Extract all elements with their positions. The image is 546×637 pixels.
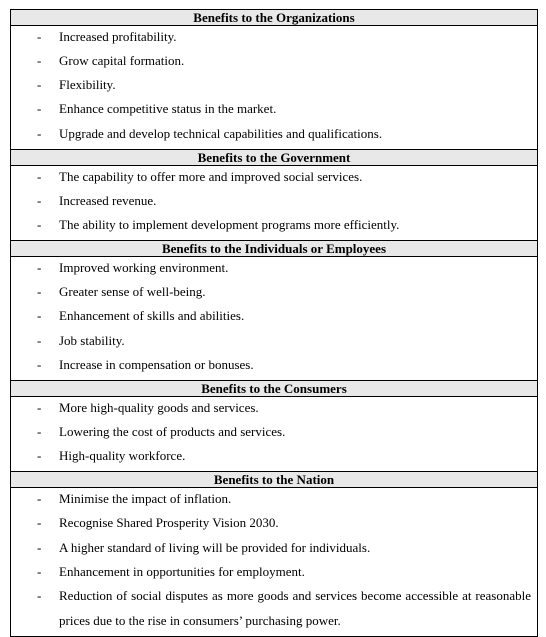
- section-list: [11, 397, 537, 471]
- bullet-dash: -: [37, 308, 42, 324]
- list-item-text: Enhance competitive status in the market.: [59, 101, 277, 117]
- section-title: Benefits to the Individuals or Employees: [11, 240, 537, 257]
- section-list: [11, 26, 537, 149]
- list-item: [11, 28, 537, 49]
- section-title: Benefits to the Nation: [11, 471, 537, 488]
- benefits-table: [10, 9, 538, 637]
- bullet-dash: -: [37, 491, 42, 507]
- list-item: [11, 168, 537, 189]
- list-item: [11, 73, 537, 97]
- bullet-dash: -: [37, 125, 42, 141]
- list-item-text: Greater sense of well-being.: [59, 284, 206, 300]
- section-title: Benefits to the Organizations: [11, 9, 537, 26]
- list-item: [11, 536, 537, 560]
- list-item-text: More high-quality goods and services.: [59, 400, 259, 416]
- list-item: [11, 353, 537, 377]
- section-title: Benefits to the Consumers: [11, 380, 537, 397]
- bullet-dash: -: [37, 515, 42, 531]
- list-item-text: Upgrade and develop technical capabilities and qualifications.: [59, 125, 383, 141]
- list-item-text: Enhancement of skills and abilities.: [59, 308, 245, 324]
- section-individuals: [11, 240, 537, 380]
- list-item: [11, 560, 537, 584]
- bullet-dash: -: [37, 217, 42, 233]
- bullet-dash: -: [37, 192, 42, 208]
- list-item: [11, 490, 537, 511]
- page-continuation-line: [10, 625, 11, 635]
- section-consumers: [11, 380, 537, 471]
- section-title: Benefits to the Government: [11, 149, 537, 166]
- list-item-text: Flexibility.: [59, 77, 116, 93]
- list-item-text: Grow capital formation.: [59, 53, 185, 68]
- list-item: [11, 304, 537, 328]
- bullet-dash: -: [37, 539, 42, 555]
- bullet-dash: -: [37, 168, 42, 184]
- bullet-dash: -: [37, 77, 42, 93]
- bullet-dash: -: [37, 53, 42, 68]
- bullet-dash: -: [37, 284, 42, 300]
- bullet-dash: -: [37, 260, 42, 276]
- bullet-dash: -: [37, 448, 42, 464]
- bullet-dash: -: [37, 332, 42, 348]
- list-item: [11, 399, 537, 420]
- list-item-text: Increase in compensation or bonuses.: [59, 356, 254, 372]
- list-item: [11, 213, 537, 237]
- list-item: [11, 189, 537, 213]
- list-item: [11, 420, 537, 444]
- list-item-text: Enhancement in opportunities for employment.: [59, 563, 305, 579]
- list-item-text: A higher standard of living will be provided for individuals.: [59, 539, 371, 555]
- bullet-dash: -: [37, 424, 42, 440]
- list-item: [11, 122, 537, 146]
- list-item: [11, 584, 537, 633]
- list-item-text: Improved working environment.: [59, 260, 229, 276]
- section-list: [11, 488, 537, 636]
- list-item-text: Job stability.: [59, 332, 125, 348]
- bullet-dash: -: [37, 29, 42, 44]
- list-item-text: Increased revenue.: [59, 192, 157, 208]
- section-list: [11, 166, 537, 240]
- list-item: [11, 259, 537, 280]
- list-item: [11, 97, 537, 121]
- section-nation: [11, 471, 537, 636]
- section-list: [11, 257, 537, 380]
- list-item-text: The ability to implement development programs more efficiently.: [59, 217, 400, 233]
- list-item: [11, 511, 537, 535]
- list-item-text: Reduction of social disputes as more goods and services become accessible at reasonable prices due to the rise in consumers’ purchasing power.: [59, 588, 531, 628]
- list-item-text: Recognise Shared Prosperity Vision 2030.: [59, 515, 279, 531]
- list-item-text: Minimise the impact of inflation.: [59, 491, 232, 507]
- list-item-text: Increased profitability.: [59, 29, 177, 44]
- bullet-dash: -: [37, 101, 42, 117]
- section-organizations: [11, 9, 537, 149]
- list-item-text: Lowering the cost of products and services.: [59, 424, 286, 440]
- bullet-dash: -: [37, 400, 42, 416]
- list-item: [11, 280, 537, 304]
- bullet-dash: -: [37, 588, 42, 604]
- list-item-text: The capability to offer more and improved social services.: [59, 168, 363, 184]
- bullet-dash: -: [37, 356, 42, 372]
- bullet-dash: -: [37, 563, 42, 579]
- list-item: [11, 49, 537, 73]
- section-government: [11, 149, 537, 240]
- list-item: [11, 329, 537, 353]
- list-item-text: High-quality workforce.: [59, 448, 186, 464]
- list-item: [11, 444, 537, 468]
